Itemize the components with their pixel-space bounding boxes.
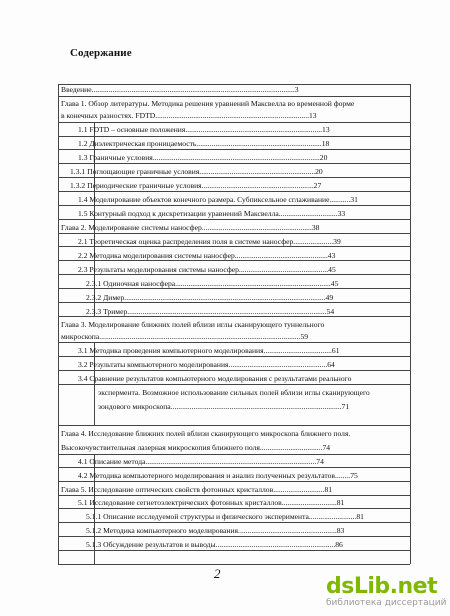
- toc-entry: 2.2 Методика моделирования системы наносфер.................................................43: [78, 251, 336, 260]
- toc-entry: 2.3.3 Тример.........................................................................................................54: [86, 307, 335, 316]
- watermark: [326, 574, 447, 610]
- toc-rule: [58, 233, 410, 234]
- toc-rule: [58, 467, 410, 468]
- toc-entry: зондового микроскопа..........................................................................................71: [98, 402, 350, 411]
- toc-rule: [58, 384, 410, 385]
- toc-entry: 5.1.3 Обсуждение результатов и выводы...............................................................86: [86, 540, 343, 549]
- toc-rule: [58, 481, 410, 482]
- toc-rule: [58, 508, 410, 509]
- toc-rule: [58, 550, 410, 551]
- toc-rule: [58, 136, 410, 137]
- toc-entry: 1.5 Контурный подход к дискретизации уравнений Максвелла...............................33: [78, 209, 346, 218]
- toc-entry: Глава 5. Исследование оптических свойств фотонных кристаллов...........................81: [61, 485, 333, 494]
- toc-rule: [58, 205, 410, 206]
- toc-entry: 2.3 Результаты моделирования системы наносфер...............................................45: [78, 265, 336, 274]
- toc-entry: Введение...........................................................................................................3: [61, 85, 299, 94]
- toc-entry: 5.1.2 Методика компьютерного моделирования....................................................83: [86, 526, 345, 535]
- toc-rule: [58, 149, 410, 150]
- toc-rule: [58, 96, 410, 97]
- toc-rule: [58, 536, 410, 537]
- toc-rule: [58, 122, 410, 123]
- toc-entry: Глава 2. Моделирование системы наносфер..........................................................38: [61, 223, 320, 232]
- toc-entry: 4.2 Методика компьютерного моделирования и анализ полученных результатов........75: [78, 471, 358, 480]
- watermark-subtitle: библиотека диссертаций: [326, 598, 447, 608]
- toc-rule: [58, 191, 410, 192]
- toc-entry: 2.1 Теоретическая оценка распределения поля в системе наносфер.....................39: [78, 237, 341, 246]
- toc-entry: 3.1 Методика проведения компьютерного моделирования....................................61: [78, 346, 340, 355]
- toc-entry: 5.1.1 Описание исследуемой структуры и физического эксперимента.........................81: [86, 512, 364, 521]
- toc-entry: в конечных разностях. FDTD.................................................................................13: [61, 111, 317, 120]
- toc-rule: [58, 342, 410, 343]
- toc-rule: [410, 84, 411, 564]
- toc-rule: [58, 84, 59, 564]
- toc-entry: Глава 3. Моделирование ближних полей вблизи иглы сканирующего туннельного: [61, 320, 325, 329]
- toc-entry: экспермента. Возможное использование сильных полей вблизи иглы сканирующего: [98, 388, 370, 397]
- toc-entry: 1.1 FDTD – основные положения........................................................................13: [78, 125, 330, 134]
- toc-rule: [58, 356, 410, 357]
- page-number: 2: [214, 566, 221, 581]
- toc-entry: 2.3.2 Димер..........................................................................................................49: [86, 293, 334, 302]
- page-title: Содержание: [70, 47, 132, 59]
- toc-rule: [58, 425, 410, 426]
- toc-entry: 3.2 Результаты компьютерного моделирования....................................................64: [78, 360, 335, 369]
- toc-entry: Высокочувствительная лазерная микроскопия ближнего поля.................................74: [61, 443, 331, 452]
- toc-entry: 1.4 Моделирование объектов конечного размера. Субпиксельное сглаживание...........31: [78, 195, 358, 204]
- toc-entry: 1.3.1 Поглощающие граничные условия.............................................................20: [70, 167, 323, 176]
- toc-entry: Глава 1. Обзор литературы. Методика решения уравнений Максвелла во временной форме: [61, 99, 355, 108]
- toc-rule: [58, 495, 410, 496]
- toc-rule: [58, 454, 410, 455]
- toc-entry: 3.4 Сравнение результатов компьютерного моделирования с результатами реального: [78, 374, 352, 383]
- watermark-logo: dsLib.net: [326, 574, 438, 599]
- toc-entry: 1.3 Граничные условия........................................................................................20: [78, 153, 328, 162]
- toc-entry: 1.3.2 Периодические граничные условия...........................................................27: [70, 181, 322, 190]
- toc-rule: [58, 564, 410, 565]
- toc-rule: [58, 370, 410, 371]
- toc-entry: 4.1 Описание метода..........................................................................................74: [78, 457, 324, 466]
- toc-entry: Глава 4. Исследование ближних полей вблизи сканирующего микроскопа ближнего поля.: [61, 429, 351, 438]
- toc-rule: [58, 219, 410, 220]
- toc-entry: 2.3.1 Одиночная наносфера..................................................................................45: [86, 279, 339, 288]
- toc-entry: 1.2 Диэлектрическая проницаемость..................................................................18: [78, 139, 330, 148]
- toc-entry: 5.1 Исследование сегнетоэлектрических фотонных кристаллов.............................81: [78, 498, 345, 507]
- toc-rule: [58, 522, 410, 523]
- toc-rule: [58, 163, 410, 164]
- toc-entry: микроскопа..........................................................................................................59: [61, 332, 309, 341]
- toc-rule: [58, 177, 410, 178]
